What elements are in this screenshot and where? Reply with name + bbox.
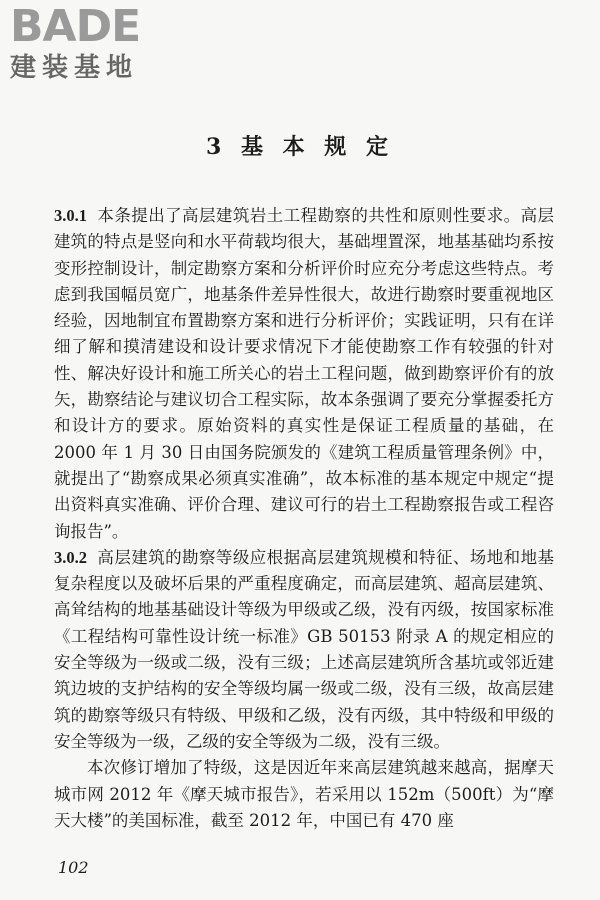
section-number: 3.0.1 — [54, 206, 87, 225]
logo-subtitle: 建装基地 — [10, 53, 139, 83]
body-text — [54, 203, 554, 834]
section-3-0-1 — [54, 203, 554, 545]
logo-main-text: BADE — [10, 1, 141, 52]
paragraph: 本次修订增加了特级，这是因近年来高层建筑越来越高，据摩天城市网 2012 年《摩天城市报告》，若采用以 152m（500ft）为“摩天大楼”的美国标准，截至 2012 年，中国已有 470 座 — [54, 758, 554, 830]
section-number: 3.0.2 — [54, 547, 87, 567]
section-text: 本条提出了高层建筑岩土工程勘察的共性和原则性要求。高层建筑的特点是竖向和水平荷载均很大，基础埋置深，地基基础均系按变形控制设计，制定勘察方案和分析评价时应充分考虑这些特点。考虑到我国幅员宽广，地基条件差异性很大，故进行勘察时要重视地区经验，因地制宜布置勘察方案和进行分析评价；实践证明，只有在详细了解和摸清建设和设计要求情况下才能使勘察工作有较强的针对性、解决好设计和施工所关心的岩土工程问题，做到勘察评价有的放矢，勘察结论与建议切合工程实际，故本条强调了要充分掌握委托方和设计方的要求。原始资料的真实性是保证工程质量的基础，在 2000 年 1 月 30 日由国务院颁发的《建筑工程质量管理条例》中，就提出了“勘察成果必须真实准确”，故本标准的基本规定中规定“提出资料真实准确、评价合理、建议可行的岩土工程勘察报告或工程咨询报告”。 — [54, 206, 554, 541]
section-3-0-2 — [54, 545, 554, 755]
chapter-title: 3 基 本 规 定 — [206, 134, 394, 160]
page-number: 102 — [58, 858, 89, 877]
logo-wordmark — [10, 1, 141, 52]
section-text: 高层建筑的勘察等级应根据高层建筑规模和特征、场地和地基复杂程度以及破坏后果的严重程度确定，而高层建筑、超高层建筑、高耸结构的地基基础设计等级为甲级或乙级，没有丙级，按国家标准《工程结构可靠性设计统一标准》GB 50153 附录 A 的规定相应的安全等级为一级或二级，没有三级；上述高层建筑所含基坑或邻近建筑边坡的支护结构的安全等级均属一级或二级，没有三级，故高层建筑的勘察等级只有特级、甲级和乙级，没有丙级，其中特级和甲级的安全等级为一级，乙级的安全等级为二级，没有三级。 — [54, 547, 554, 751]
logo — [10, 1, 180, 94]
